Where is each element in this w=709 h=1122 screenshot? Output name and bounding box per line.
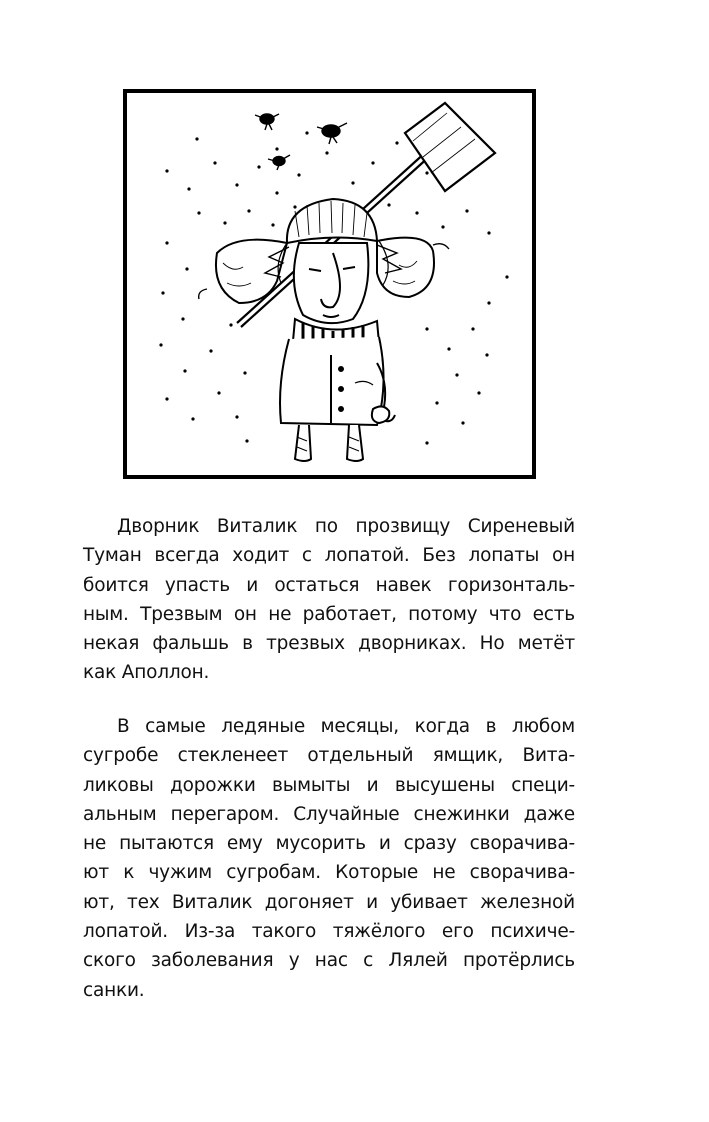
legs: [295, 425, 363, 461]
coat: [280, 337, 395, 425]
text-line: сугробе стекленеет отдельный ямщик, Вита-: [83, 745, 575, 767]
illustration-frame: [123, 89, 536, 479]
paragraph-2: [83, 712, 575, 1005]
text-line: как Аполлон.: [83, 662, 210, 684]
text-line: боится упасть и остаться навек горизонталь-: [83, 574, 575, 596]
paragraph-1: [83, 512, 575, 688]
text-line: санки.: [83, 979, 145, 1001]
text-line: В самые ледяные месяцы, когда в любом: [117, 716, 575, 737]
text-line: ют, тех Виталик догоняет и убивает железной: [83, 891, 575, 913]
text-line: лопатой. Из-за такого тяжёлого его психиче-: [83, 921, 575, 943]
sweeper-illustration: [127, 93, 532, 475]
text-line: ют к чужим сугробам. Которые не сворачива-: [83, 862, 575, 884]
text-line: Дворник Виталик по прозвищу Сиреневый: [117, 516, 575, 537]
text-line: не пытаются ему мусорить и сразу сворачива-: [83, 833, 575, 855]
text-line: ным. Трезвым он не работает, потому что есть: [83, 603, 575, 625]
text-line: ликовы дорожки вымыты и высушены специ-: [83, 774, 575, 796]
text-line: некая фальшь в трезвых дворниках. Но метёт: [83, 633, 575, 655]
text-line: Туман всегда ходит с лопатой. Без лопаты он: [83, 545, 575, 567]
crows: [255, 114, 347, 170]
text-line: ского заболевания у нас с Лялей протёрлись: [83, 950, 575, 972]
text-line: альным перегаром. Случайные снежинки даже: [83, 803, 575, 825]
